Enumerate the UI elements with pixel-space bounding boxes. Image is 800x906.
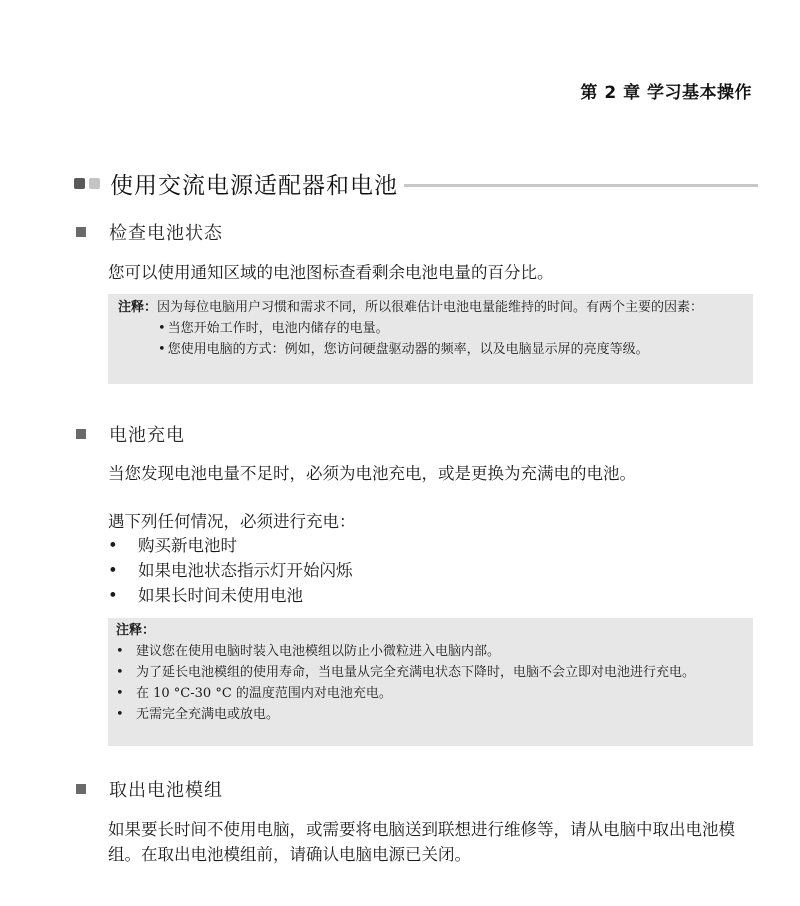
- square-bullet-icon: [76, 784, 86, 794]
- list-item: [108, 533, 353, 558]
- note-label: 注释：: [118, 300, 158, 315]
- note-list: [118, 318, 741, 360]
- list-item-text: 购买新电池时: [138, 536, 237, 555]
- subheading-charge-battery: [76, 421, 185, 447]
- subheading-check-battery: [76, 219, 223, 245]
- charge-intro-paragraph: 当您发现电池电量不足时，必须为电池充电，或是更换为充满电的电池。: [108, 464, 636, 483]
- chapter-header: 第 2 章 学习基本操作: [580, 83, 752, 103]
- square-bullet-icon: [76, 429, 86, 439]
- subheading-text: 取出电池模组: [109, 780, 223, 801]
- note-label: 注释：: [116, 623, 156, 638]
- bullet-dot-icon: •: [116, 644, 124, 659]
- list-item: [108, 558, 353, 583]
- list-item: [108, 583, 353, 608]
- note-box-charging: [108, 618, 753, 746]
- note-item: [116, 683, 741, 704]
- section-title: 使用交流电源适配器和电池: [110, 172, 398, 199]
- note-item-text: 为了延长电池模组的使用寿命，当电量从完全充满电状态下降时，电脑不会立即对电池进行充电。: [136, 665, 696, 680]
- subheading-remove-battery: [76, 776, 223, 802]
- note-item-text: 建议您在使用电脑时装入电池模组以防止小微粒进入电脑内部。: [136, 644, 501, 659]
- bullet-dot-icon: •: [116, 686, 124, 701]
- check-intro-paragraph: 您可以使用通知区域的电池图标查看剩余电池电量的百分比。: [108, 263, 554, 282]
- list-item-text: 如果长时间未使用电池: [138, 586, 303, 605]
- note-item: [116, 641, 741, 662]
- note-item: • 当您开始工作时，电池内储存的电量。: [158, 318, 741, 339]
- section-title-row: [74, 166, 758, 200]
- bullet-dot-icon: •: [108, 586, 118, 605]
- note-box-battery-status: [108, 294, 753, 384]
- subheading-text: 电池充电: [109, 425, 185, 446]
- bullet-dot-icon: •: [116, 665, 124, 680]
- charge-lead-paragraph: 遇下列任何情况，必须进行充电：: [108, 512, 356, 531]
- bullet-dot-icon: •: [108, 536, 118, 555]
- square-bullet-icon: [76, 227, 86, 237]
- list-item-text: 如果电池状态指示灯开始闪烁: [138, 561, 353, 580]
- note-item-text: 无需完全充满电或放电。: [136, 707, 280, 722]
- note-item: [116, 704, 741, 725]
- title-square-dark-icon: [74, 178, 85, 189]
- note-text: 因为每位电脑用户习惯和需求不同，所以很难估计电池电量能维持的时间。有两个主要的因素：: [157, 300, 704, 315]
- note-item: • 您使用电脑的方式：例如，您访问硬盘驱动器的频率，以及电脑显示屏的亮度等级。: [158, 339, 741, 360]
- title-square-light-icon: [89, 178, 100, 189]
- note-item-text: 在 10 °C-30 °C 的温度范围内对电池充电。: [136, 686, 392, 701]
- note-list: [116, 641, 741, 725]
- title-rule: [404, 184, 758, 187]
- bullet-dot-icon: •: [116, 707, 124, 722]
- charge-conditions-list: [108, 533, 353, 608]
- subheading-text: 检查电池状态: [109, 223, 223, 244]
- note-item: [116, 662, 741, 683]
- remove-paragraph: 如果要长时间不使用电脑，或需要将电脑送到联想进行维修等，请从电脑中取出电池模组。在取出电池模组前，请确认电脑电源已关闭。: [108, 820, 735, 864]
- bullet-dot-icon: •: [108, 561, 118, 580]
